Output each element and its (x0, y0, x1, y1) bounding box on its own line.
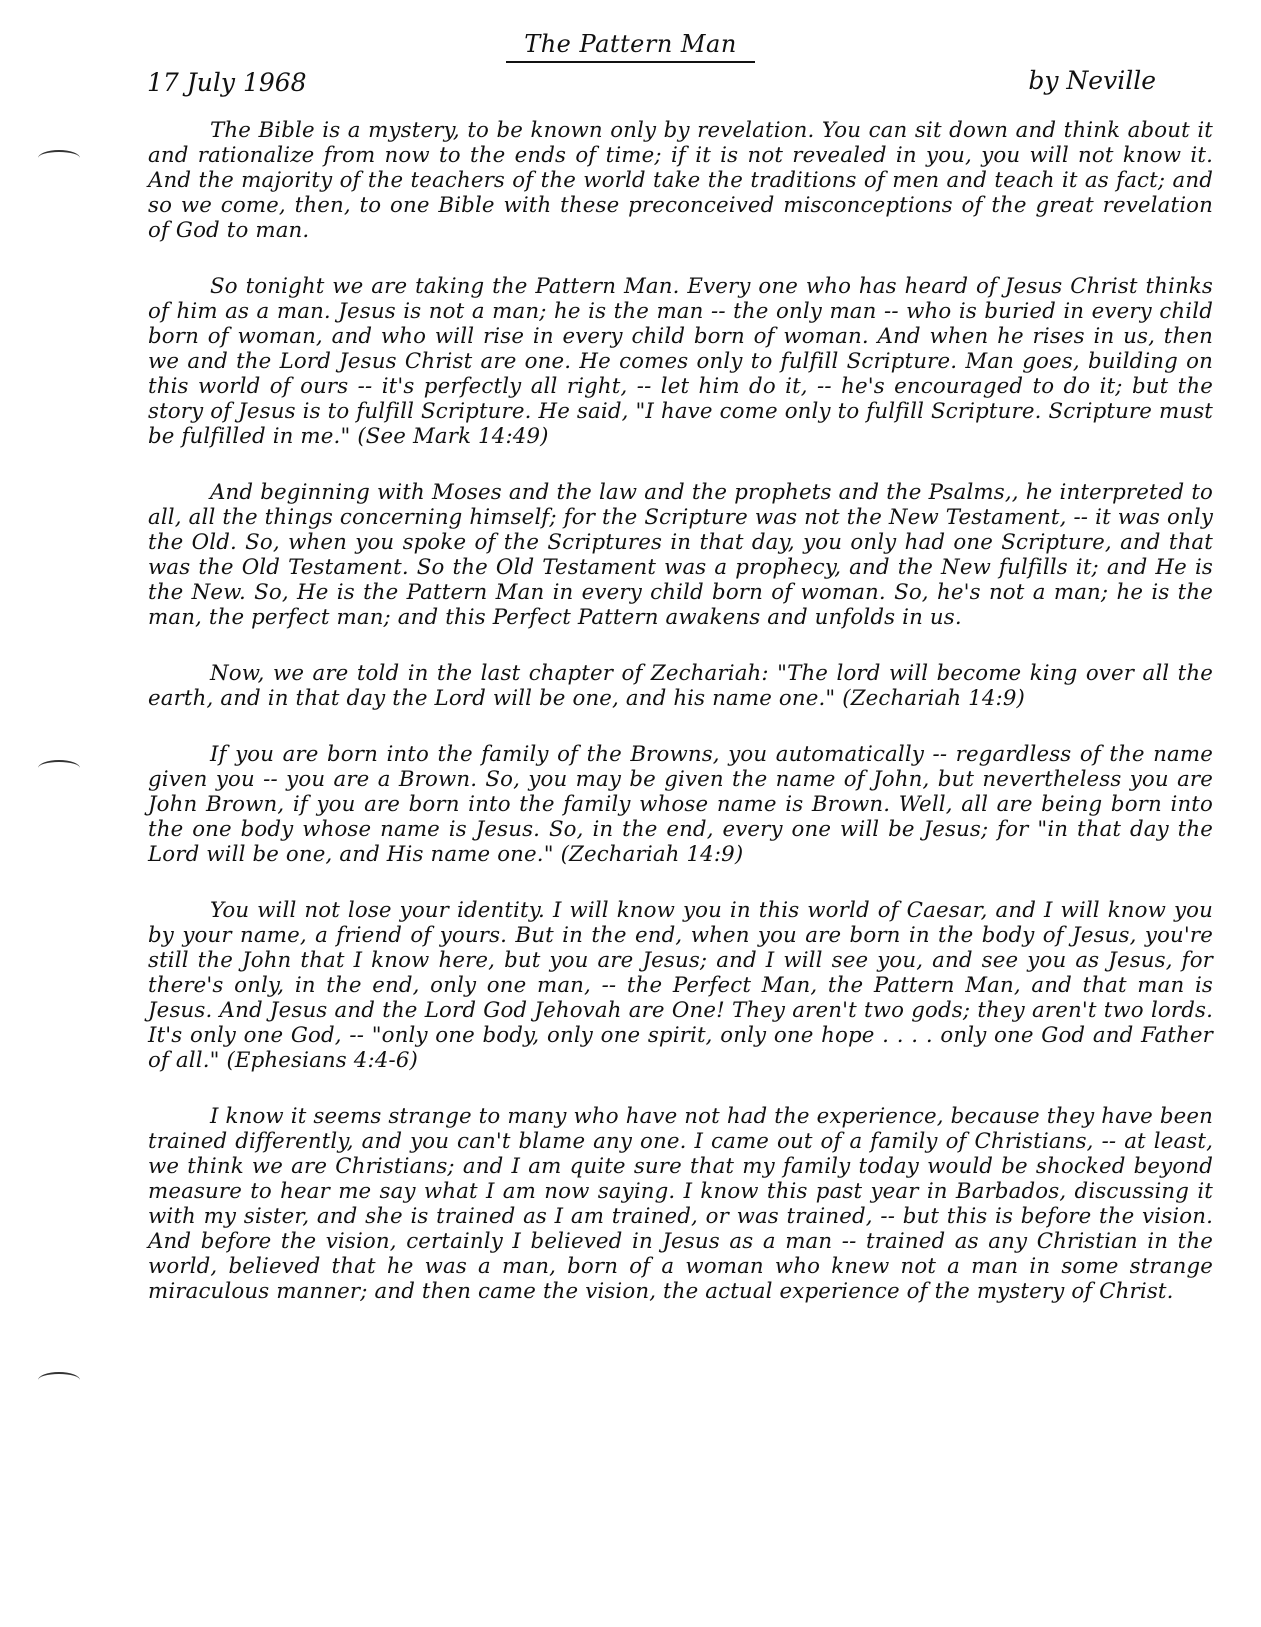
paragraph: So tonight we are taking the Pattern Man. Every one who has heard of Jesus Christ thinks of him as a man. Jesus is not a man; he is the man -- the only man -- who is buried in every child born of woman, and who will rise in every child born of woman. And when he rises in us, then we and the Lord Jesus Christ are one. He comes only to fulfill Scripture. Man goes, building on this world of ours -- it's perfectly all right, -- let him do it, -- he's encouraged to do it; but the story of Jesus is to fulfill Scripture. He said, "I have come only to fulfill Scripture. Scripture must be fulfilled in me." (See Mark 14:49) (148, 274, 1213, 449)
paragraph: You will not lose your identity. I will know you in this world of Caesar, and I will know you by your name, a friend of yours. But in the end, when you are born in the body of Jesus, you're still the John that I know here, but you are Jesus; and I will see you, and see you as Jesus, for there's only, in the end, only one man, -- the Perfect Man, the Pattern Man, and that man is Jesus. And Jesus and the Lord God Jehovah are One! They aren't two gods; they aren't two lords. It's only one God, -- "only one body, only one spirit, only one hope . . . . only one God and Father of all." (Ephesians 4:4-6) (148, 898, 1213, 1073)
document-body (148, 118, 1213, 1335)
paragraph: Now, we are told in the last chapter of Zechariah: "The lord will become king over all the earth, and in that day the Lord will be one, and his name one." (Zechariah 14:9) (148, 661, 1213, 711)
document-author: by Neville (1028, 66, 1156, 95)
document-date: 17 July 1968 (147, 68, 307, 97)
document-title: The Pattern Man (506, 30, 755, 63)
punch-hole-mark (38, 760, 80, 776)
paragraph: I know it seems strange to many who have not had the experience, because they have been trained differently, and you can't blame any one. I came out of a family of Christians, -- at least, we think we are Christians; and I am quite sure that my family today would be shocked beyond measure to hear me say what I am now saying. I know this past year in Barbados, discussing it with my sister, and she is trained as I am trained, or was trained, -- but this is before the vision. And before the vision, certainly I believed in Jesus as a man -- trained as any Christian in the world, believed that he was a man, born of a woman who knew not a man in some strange miraculous manner; and then came the vision, the actual experience of the mystery of Christ. (148, 1104, 1213, 1304)
paragraph: The Bible is a mystery, to be known only by revelation. You can sit down and think about it and rationalize from now to the ends of time; if it is not revealed in you, you will not know it. And the majority of the teachers of the world take the traditions of men and teach it as fact; and so we come, then, to one Bible with these preconceived misconceptions of the great revelation of God to man. (148, 118, 1213, 243)
punch-hole-mark (38, 150, 80, 166)
paragraph: And beginning with Moses and the law and the prophets and the Psalms,, he interpreted to all, all the things concerning himself; for the Scripture was not the New Testament, -- it was only the Old. So, when you spoke of the Scriptures in that day, you only had one Scripture, and that was the Old Testament. So the Old Testament was a prophecy, and the New fulfills it; and He is the New. So, He is the Pattern Man in every child born of woman. So, he's not a man; he is the man, the perfect man; and this Perfect Pattern awakens and unfolds in us. (148, 480, 1213, 630)
document-title-wrap (0, 30, 1261, 63)
punch-hole-mark (38, 1372, 80, 1388)
paragraph: If you are born into the family of the Browns, you automatically -- regardless of the name given you -- you are a Brown. So, you may be given the name of John, but nevertheless you are John Brown, if you are born into the family whose name is Brown. Well, all are being born into the one body whose name is Jesus. So, in the end, every one will be Jesus; for "in that day the Lord will be one, and His name one." (Zechariah 14:9) (148, 742, 1213, 867)
